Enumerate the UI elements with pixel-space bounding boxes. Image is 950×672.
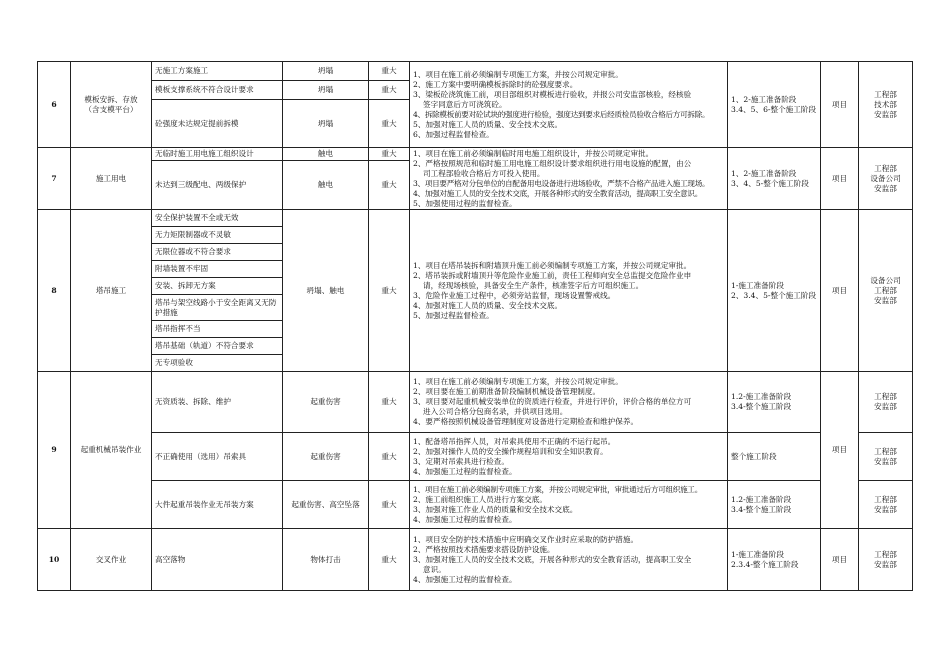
risk-level: 重大 [369,481,410,529]
table-row [38,481,913,529]
risk-factor: 附墙装置不牢固 [152,261,283,278]
table-row [38,433,913,481]
implementation-stage: 1、2-施工准备阶段 3、4、5-整个施工阶段 [728,148,821,210]
process-name: 起重机械吊装作业 [71,372,152,529]
risk-level: 重大 [369,372,410,433]
implementation-stage: 1-施工准备阶段 2、3.4、5-整个施工阶段 [728,210,821,372]
risk-factor: 塔吊与架空线路小于安全距离又无防护措施 [152,295,283,321]
risk-factor: 安装、拆卸无方案 [152,278,283,295]
risk-factor: 安全保护装置不全或无效 [152,210,283,227]
accident-type: 起重伤害 [283,372,369,433]
control-measures: 1、配备塔吊指挥人员，对吊索具使用不正确的不运行起吊。 2、加强对操作人员的安全操作规程培训和安全知识教育。 3、定期对吊索具进行检查。 4、加强施工过程的监督检查。 [410,433,728,481]
implementation-stage: 整个施工阶段 [728,433,821,481]
control-level: 项目 [821,529,859,591]
risk-control-table [37,61,913,591]
risk-factor: 未达到三级配电、两级保护 [152,161,283,210]
accident-type: 坍塌 [283,62,369,81]
risk-factor: 无专项验收 [152,355,283,372]
table-row [38,62,913,81]
accident-type: 触电 [283,161,369,210]
row-number: 8 [38,210,71,372]
risk-factor: 无限位器或不符合要求 [152,244,283,261]
risk-level: 重大 [369,148,410,161]
control-measures: 1、项目在施工前必须编制专项施工方案，并按公司规定审批。 2、施工方案中要明确模板拆除时的砼强度要求。 3、梁板砼浇筑施工前，项目部组织对模板进行验收，并报公司安监部核验，经核验 签字同意后方可浇筑砼。 4、拆除模板前要对砼试块的强度进行检验，强度达到要求后经质检员验收合格后方可拆除。 5、加强对施工人员的质量、安全技术交底。 6、加强过程监督检查。 [410,62,728,148]
control-level: 项目 [821,62,859,148]
responsible-dept: 工程部 安监部 [859,481,913,529]
risk-level: 重大 [369,161,410,210]
control-measures: 1、项目在施工前必须编制专项施工方案，并按公司规定审批。 2、项目要在施工前期准备阶段编制机械设备管理制度。 3、项目要对起重机械安装单位的资质进行检查，并进行评价，评价合格的单位方可 进入公司合格分包商名录，并供项目选用。 4、要严格按照机械设备管理制度对设备进行定期检查和维护保养。 [410,372,728,433]
risk-level: 重大 [369,210,410,372]
table-row [38,210,913,227]
risk-factor: 塔吊指挥不当 [152,321,283,338]
responsible-dept: 工程部 安监部 [859,529,913,591]
implementation-stage: 1.2-施工准备阶段 3.4-整个施工阶段 [728,372,821,433]
row-number: 7 [38,148,71,210]
risk-level: 重大 [369,433,410,481]
accident-type: 起重伤害、高空坠落 [283,481,369,529]
accident-type: 起重伤害 [283,433,369,481]
control-level: 项目 [821,210,859,372]
responsible-dept: 工程部 安监部 [859,433,913,481]
risk-factor: 无资质装、拆除、维护 [152,372,283,433]
row-number: 9 [38,372,71,529]
row-number: 6 [38,62,71,148]
risk-level: 重大 [369,100,410,148]
process-name: 交叉作业 [71,529,152,591]
risk-level: 重大 [369,81,410,100]
control-measures: 1、项目在施工前必须编制临时用电施工组织设计，并按公司规定审批。 2、严格按照规范和临时施工用电施工组织设计要求组织进行用电设施的配置，由公 司工程部验收合格后方可投入使用。 3、项目要严格对分包单位的自配备用电设备进行进场验收，严禁不合格产品进入施工现场。 4、加强对施工人员的安全技术交底，开展各种形式的安全教育活动，提高职工安全意识。 5、加强使用过程的监督检查。 [410,148,728,210]
implementation-stage: 1、2-施工准备阶段 3.4、5、6-整个施工阶段 [728,62,821,148]
implementation-stage: 1.2-施工准备阶段 3.4-整个施工阶段 [728,481,821,529]
risk-factor: 无施工方案施工 [152,62,283,81]
accident-type: 物体打击 [283,529,369,591]
risk-factor: 不正确使用（选用）吊索具 [152,433,283,481]
risk-level: 重大 [369,529,410,591]
risk-factor: 砼强度未达规定提前拆模 [152,100,283,148]
accident-type: 坍塌、触电 [283,210,369,372]
process-name: 施工用电 [71,148,152,210]
responsible-dept: 工程部 设备公司 安监部 [859,148,913,210]
risk-level: 重大 [369,62,410,81]
risk-factor: 无临时施工用电施工组织设计 [152,148,283,161]
process-name: 塔吊施工 [71,210,152,372]
control-level: 项目 [821,148,859,210]
table-row [38,529,913,591]
control-measures: 1、项目在塔吊装拆和附墙顶升施工前必须编制专项施工方案，并按公司规定审批。 2、塔吊装拆或附墙顶升等危险作业施工前，责任工程师向安全总监提交危险作业申 请，经现场核验，具备安全生产条件，核准签字后方可组织施工。 3、危险作业施工过程中，必须旁站监督，现场设置警戒线。 4、加强对施工人员的质量、安全技术交底。 5、加强过程监督检查。 [410,210,728,372]
risk-factor: 无力矩限制器或不灵敏 [152,227,283,244]
accident-type: 触电 [283,148,369,161]
accident-type: 坍塌 [283,100,369,148]
risk-factor: 塔吊基础（轨道）不符合要求 [152,338,283,355]
process-name: 模板安拆、存放 （含支模平台） [71,62,152,148]
control-level: 项目 [821,372,859,529]
responsible-dept: 设备公司 工程部 安监部 [859,210,913,372]
risk-factor: 大件起重吊装作业无吊装方案 [152,481,283,529]
table-row [38,148,913,161]
risk-factor: 高空落物 [152,529,283,591]
accident-type: 坍塌 [283,81,369,100]
responsible-dept: 工程部 技术部 安监部 [859,62,913,148]
responsible-dept: 工程部 安监部 [859,372,913,433]
implementation-stage: 1-施工准备阶段 2.3.4-整个施工阶段 [728,529,821,591]
risk-factor: 模板支撑系统不符合设计要求 [152,81,283,100]
control-measures: 1、项目在施工前必须编制专项施工方案，并按公司规定审批，审批通过后方可组织施工。 2、施工前组织施工人员进行方案交底。 3、加强对施工作业人员的质量和安全技术交底。 4、加强施工过程的监督检查。 [410,481,728,529]
control-measures: 1、项目安全防护技术措施中应明确交叉作业时应采取的防护措施。 2、严格按照技术措施要求搭设防护设施。 3、加强对施工人员的安全技术交底，开展各种形式的安全教育活动，提高职工安全 意识。 4、加强施工过程的监督检查。 [410,529,728,591]
row-number: 10 [38,529,71,591]
table-row [38,372,913,433]
